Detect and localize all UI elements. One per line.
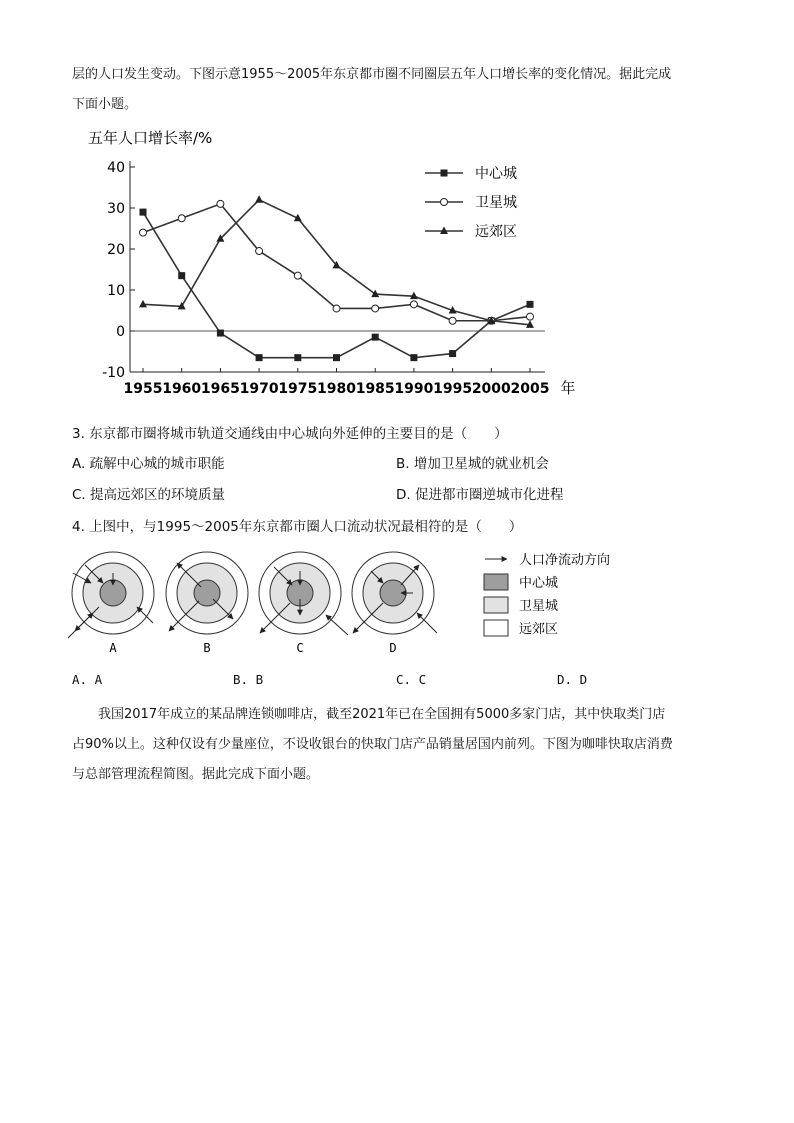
diagram-label: A [109,641,117,655]
x-tick-label: 2000 [471,381,511,397]
triangle-marker [139,300,147,308]
x-tick-label: 1980 [317,381,356,397]
legend-swatch [484,597,508,613]
circle-marker [441,199,448,206]
chart-ylabel: 五年人口增长率/% [88,129,213,147]
legend-label: 卫星城 [475,195,517,211]
y-tick-label: -10 [102,365,125,381]
circle-marker [140,229,147,236]
square-marker [217,330,224,337]
legend-suburb: 远郊区 [519,622,559,637]
passage-2 [72,700,722,730]
passage-2-line-2: 占90%以上。这种仅设有少量座位，不设收银台的快取门店产品销量居国内前列。下图为咖啡快取店消费 [72,737,673,752]
circle-marker [449,317,456,324]
x-tick-label: 1960 [162,381,202,397]
square-marker [333,354,340,361]
legend-swatch [484,620,508,636]
population-flow-diagrams [65,545,625,660]
passage-2-cont [72,730,722,790]
intro-line-1: 层的人口发生变动。下图示意1955～2005年东京都市圈不同圈层五年人口增长率的变化情况。据此完成 [72,67,672,82]
triangle-marker [371,290,379,298]
square-marker [441,170,448,177]
intro-line-2: 下面小题。 [72,97,138,112]
circle-marker [333,305,340,312]
q4-answer-b[interactable]: B. B [233,672,264,687]
square-marker [449,350,456,357]
circle-marker [256,248,263,255]
x-tick-label: 1970 [239,381,279,397]
circle-marker [527,313,534,320]
x-tick-label: 1955 [123,381,163,397]
legend-center: 中心城 [519,576,559,591]
y-tick-label: 30 [107,201,125,217]
ring-diagram-c [259,552,348,655]
question-3-stem: 3. 东京都市圈将城市轨道交通线由中心城向外延伸的主要目的是（ ） [72,426,508,442]
diagram-label: B [203,641,211,655]
legend-flow: 人口净流动方向 [519,553,611,568]
square-marker [256,354,263,361]
x-tick-label: 1990 [394,381,434,397]
ring-diagram-b [166,552,248,655]
flow-arrow [326,615,348,635]
square-marker [410,354,417,361]
square-marker [140,209,147,216]
q4-answer-d[interactable]: D. D [557,672,588,687]
q4-answer-c[interactable]: C. C [396,672,427,687]
ring-diagram-d [352,552,437,655]
y-tick-label: 10 [107,283,125,299]
q3-option-b[interactable]: B. 增加卫星城的就业机会 [396,456,549,472]
q3-option-a[interactable]: A. 疏解中心城的城市职能 [72,456,225,472]
square-marker [372,334,379,341]
legend-label: 中心城 [475,166,517,182]
diagram-label: D [389,641,397,655]
series-line [143,212,530,358]
q3-option-d[interactable]: D. 促进都市圈逆城市化进程 [396,487,564,503]
x-tick-label: 2005 [510,381,550,397]
triangle-marker [255,195,263,203]
q3-option-c[interactable]: C. 提高远郊区的环境质量 [72,487,226,503]
x-unit-label: 年 [560,379,576,397]
y-tick-label: 0 [116,324,125,340]
y-tick-label: 40 [107,160,125,176]
square-marker [178,272,185,279]
circle-marker [217,200,224,207]
x-tick-label: 1985 [355,381,395,397]
q4-answer-a[interactable]: A. A [72,672,103,687]
ring-diagram-a [68,552,154,655]
diagram-label: C [296,641,304,655]
circle-marker [178,215,185,222]
y-tick-label: 20 [107,242,125,258]
square-marker [527,301,534,308]
circle-marker [410,301,417,308]
x-tick-label: 1995 [433,381,473,397]
legend-swatch [484,574,508,590]
circle-marker [372,305,379,312]
population-growth-chart [70,125,590,405]
passage-2-line-1: 我国2017年成立的某品牌连锁咖啡店，截至2021年已在全国拥有5000多家门店，其中快取类门店 [98,707,666,722]
circle-marker [294,272,301,279]
square-marker [294,354,301,361]
x-tick-label: 1965 [200,381,240,397]
legend-satellite: 卫星城 [519,599,559,614]
question-4-stem: 4. 上图中，与1995～2005年东京都市圈人口流动状况最相符的是（ ） [72,519,523,535]
legend-label: 远郊区 [475,224,517,240]
intro-paragraph [72,60,722,120]
passage-2-line-3: 与总部管理流程简图。据此完成下面小题。 [72,767,320,782]
x-tick-label: 1975 [278,381,318,397]
